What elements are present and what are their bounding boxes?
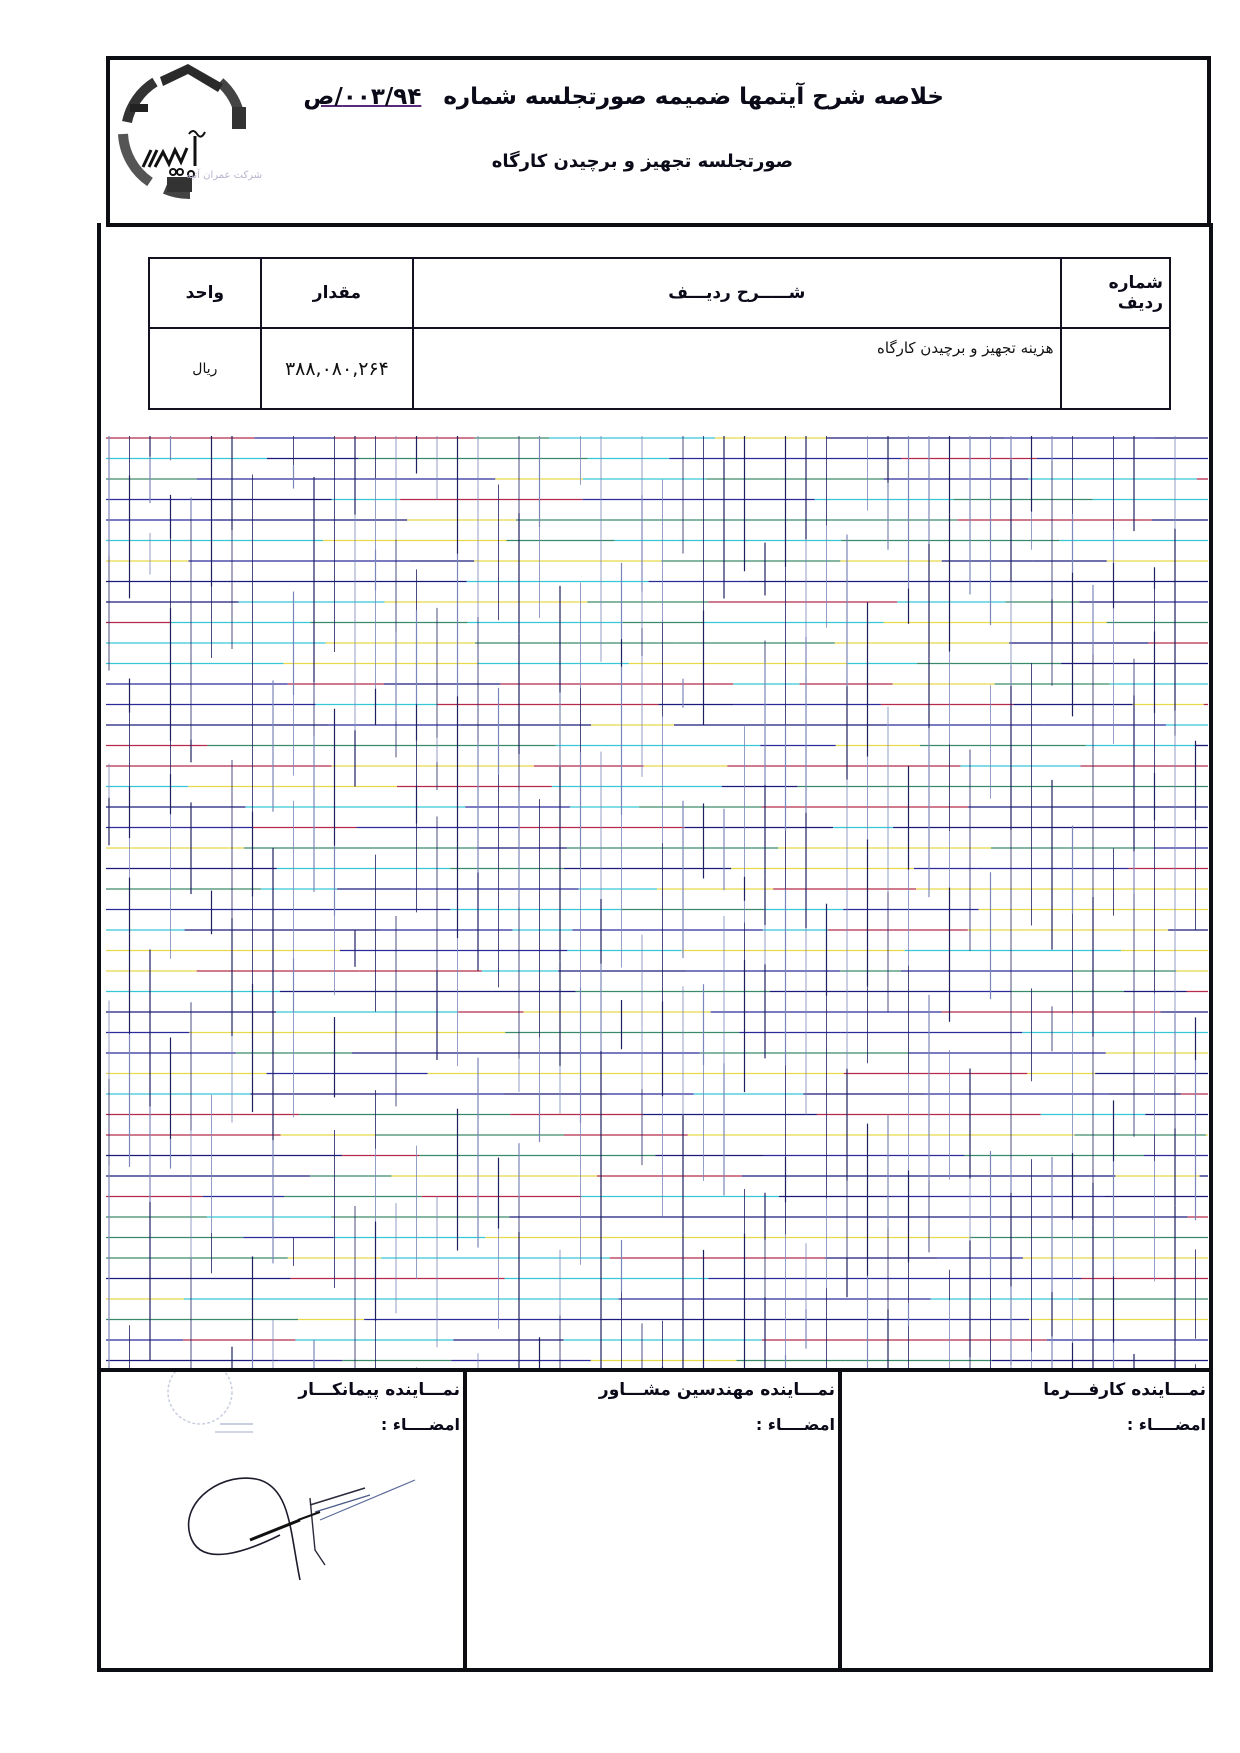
document-subtitle: صورتجلسه تجهیز و برچیدن کارگاه	[491, 151, 793, 172]
handwritten-signature-icon	[170, 1450, 430, 1600]
header-unit: واحد	[149, 258, 261, 328]
header-amount: مقدار	[261, 258, 413, 328]
items-table	[148, 257, 1171, 410]
consultant-role-label: نمـــاینده مهندسین مشـــاور	[598, 1380, 835, 1400]
title-text: خلاصه شرح آیتمها ضمیمه صورتجلسه شماره	[443, 84, 944, 110]
header-description: شـــــرح ردیـــف	[413, 258, 1060, 328]
document-title	[303, 84, 944, 110]
table-row	[149, 328, 1170, 409]
table-header-row	[149, 258, 1170, 328]
header-row-number: شماره ردیف	[1061, 258, 1171, 328]
cell-unit: ریال	[149, 328, 261, 409]
company-logo-icon	[115, 62, 285, 202]
cell-row-number	[1061, 328, 1171, 409]
consultant-sign-label: امضــــاء :	[755, 1415, 835, 1434]
company-stamp-icon	[165, 1372, 255, 1442]
contractor-role-label: نمـــاینده پیمانکـــار	[298, 1380, 460, 1400]
employer-role-label: نمـــاینده کارفـــرما	[1043, 1380, 1206, 1400]
cell-description: هزینه تجهیز و برچیدن کارگاه	[413, 328, 1060, 409]
consultant-signature-box	[467, 1372, 842, 1668]
graph-paper-grid	[106, 436, 1208, 1371]
reference-number: ۰۰۳/۹۴/ص	[303, 84, 422, 110]
employer-sign-label: امضــــاء :	[1126, 1415, 1206, 1434]
logo-caption: شرکت عمران آتیه	[186, 170, 263, 181]
cell-amount: ۳۸۸,۰۸۰,۲۶۴	[261, 328, 413, 409]
employer-signature-box	[842, 1372, 1209, 1668]
contractor-sign-label: امضــــاء :	[380, 1415, 460, 1434]
